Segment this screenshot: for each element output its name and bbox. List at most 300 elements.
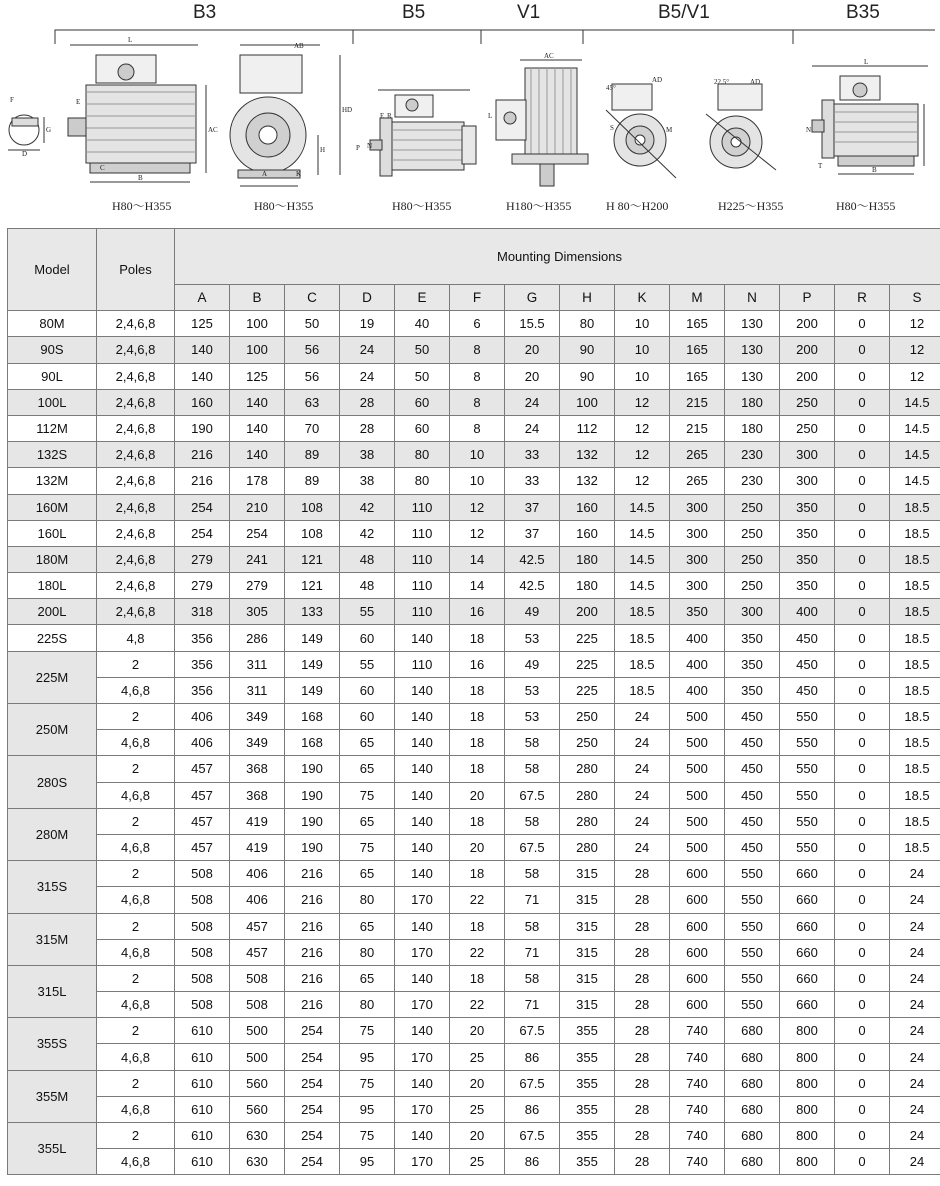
section-label-b35: B35 (846, 2, 880, 23)
dimension-cell-f: 10 (450, 442, 505, 468)
dimension-cell-k: 28 (615, 1044, 670, 1070)
dimension-cell-k: 14.5 (615, 573, 670, 599)
dimension-cell-a: 508 (175, 992, 230, 1018)
table-row (8, 704, 940, 730)
dimension-cell-e: 60 (395, 415, 450, 441)
dimension-cell-b: 349 (230, 704, 285, 730)
dimension-cell-k: 18.5 (615, 625, 670, 651)
dimension-cell-n: 450 (725, 834, 780, 860)
dimension-cell-h: 280 (560, 808, 615, 834)
table-row (8, 677, 940, 703)
dimension-cell-k: 18.5 (615, 599, 670, 625)
dimension-cell-h: 280 (560, 782, 615, 808)
dimension-cell-e: 50 (395, 337, 450, 363)
dimension-cell-c: 190 (285, 834, 340, 860)
dimension-cell-f: 25 (450, 1044, 505, 1070)
dimension-cell-f: 18 (450, 913, 505, 939)
frame-range-b35: H80～H355 (836, 199, 896, 213)
dimension-cell-e: 80 (395, 442, 450, 468)
poles-cell: 2 (97, 1070, 175, 1096)
drawing-canvas (0, 0, 940, 222)
dimension-cell-b: 368 (230, 756, 285, 782)
section-label-v1: V1 (517, 2, 541, 23)
table-row (8, 389, 940, 415)
dimension-cell-d: 28 (340, 415, 395, 441)
model-cell: 225S (8, 625, 97, 651)
dimension-cell-a: 508 (175, 965, 230, 991)
dimension-cell-k: 12 (615, 468, 670, 494)
dimension-cell-p: 200 (780, 363, 835, 389)
label-45-deg: 45° (606, 84, 616, 92)
poles-cell: 4,6,8 (97, 1149, 175, 1175)
dimension-cell-g: 58 (505, 756, 560, 782)
column-header-s: S (890, 285, 940, 311)
dimension-cell-h: 250 (560, 730, 615, 756)
dimension-cell-b: 210 (230, 494, 285, 520)
dimension-cell-d: 75 (340, 1018, 395, 1044)
dimension-cell-e: 140 (395, 1018, 450, 1044)
label-b-b35: B (872, 166, 877, 174)
column-header-n: N (725, 285, 780, 311)
dimension-cell-b: 406 (230, 887, 285, 913)
poles-cell: 2 (97, 704, 175, 730)
label-h: H (320, 146, 326, 154)
table-row (8, 625, 940, 651)
model-cell: 355S (8, 1018, 97, 1070)
dimension-cell-m: 400 (670, 625, 725, 651)
dimension-cell-m: 300 (670, 573, 725, 599)
dimension-cell-k: 12 (615, 415, 670, 441)
dimension-cell-h: 225 (560, 677, 615, 703)
poles-cell: 4,6,8 (97, 677, 175, 703)
dimension-cell-e: 170 (395, 1149, 450, 1175)
dimension-cell-s: 18.5 (890, 625, 940, 651)
table-row (8, 599, 940, 625)
dimension-cell-p: 660 (780, 992, 835, 1018)
model-cell: 315S (8, 861, 97, 913)
dimension-cell-a: 508 (175, 939, 230, 965)
dimension-cell-d: 60 (340, 704, 395, 730)
dimension-cell-c: 50 (285, 311, 340, 337)
b5-v1-flange-drawing-large (706, 84, 776, 170)
dimension-cell-c: 121 (285, 546, 340, 572)
poles-cell: 4,6,8 (97, 782, 175, 808)
table-row (8, 782, 940, 808)
dimension-cell-n: 130 (725, 311, 780, 337)
dimension-cell-m: 600 (670, 992, 725, 1018)
poles-cell: 2 (97, 861, 175, 887)
dimension-cell-h: 180 (560, 546, 615, 572)
table-row (8, 311, 940, 337)
dimension-cell-r: 0 (835, 311, 890, 337)
dimension-cell-d: 65 (340, 965, 395, 991)
dimension-cell-b: 419 (230, 834, 285, 860)
dimension-cell-a: 125 (175, 311, 230, 337)
dimension-cell-c: 70 (285, 415, 340, 441)
model-cell: 160M (8, 494, 97, 520)
dimension-cell-m: 400 (670, 651, 725, 677)
dimension-cell-m: 500 (670, 782, 725, 808)
poles-cell: 2,4,6,8 (97, 442, 175, 468)
model-cell: 225M (8, 651, 97, 703)
dimension-cell-h: 315 (560, 992, 615, 1018)
frame-range-v1: H180～H355 (506, 199, 572, 213)
poles-cell: 2,4,6,8 (97, 494, 175, 520)
dimension-cell-c: 89 (285, 442, 340, 468)
dimension-cell-d: 65 (340, 756, 395, 782)
dimension-cell-d: 55 (340, 599, 395, 625)
dimension-cell-h: 280 (560, 834, 615, 860)
dimension-cell-d: 80 (340, 887, 395, 913)
dimension-cell-k: 28 (615, 887, 670, 913)
dimension-cell-r: 0 (835, 625, 890, 651)
dimension-cell-b: 457 (230, 913, 285, 939)
column-header-p: P (780, 285, 835, 311)
dimension-cell-b: 406 (230, 861, 285, 887)
model-cell: 180L (8, 573, 97, 599)
dimension-cell-b: 508 (230, 965, 285, 991)
dimension-cell-g: 37 (505, 520, 560, 546)
dimension-cell-a: 406 (175, 730, 230, 756)
dimension-cell-c: 190 (285, 782, 340, 808)
dimension-cell-f: 18 (450, 677, 505, 703)
dimension-cell-c: 254 (285, 1096, 340, 1122)
dimension-cell-r: 0 (835, 730, 890, 756)
dimension-cell-s: 24 (890, 992, 940, 1018)
dimension-cell-e: 140 (395, 1070, 450, 1096)
dimension-cell-r: 0 (835, 546, 890, 572)
dimension-cell-e: 170 (395, 992, 450, 1018)
dimension-cell-d: 38 (340, 442, 395, 468)
label-g: G (46, 126, 52, 134)
dimension-cell-r: 0 (835, 939, 890, 965)
poles-cell: 2 (97, 1018, 175, 1044)
dimension-cell-b: 630 (230, 1123, 285, 1149)
dimension-cell-c: 108 (285, 494, 340, 520)
dimension-cell-g: 49 (505, 599, 560, 625)
column-header-g: G (505, 285, 560, 311)
dimension-cell-g: 67.5 (505, 782, 560, 808)
dimension-cell-n: 130 (725, 337, 780, 363)
dimension-cell-g: 33 (505, 468, 560, 494)
dimension-cell-m: 165 (670, 337, 725, 363)
dimension-cell-s: 14.5 (890, 415, 940, 441)
dimension-cell-p: 550 (780, 782, 835, 808)
dimension-cell-s: 12 (890, 337, 940, 363)
dimension-cell-m: 600 (670, 939, 725, 965)
dimension-cell-e: 140 (395, 965, 450, 991)
dimension-cell-f: 12 (450, 494, 505, 520)
dimension-cell-h: 355 (560, 1070, 615, 1096)
dimension-cell-m: 165 (670, 311, 725, 337)
dimension-cell-k: 24 (615, 756, 670, 782)
dimension-cell-f: 8 (450, 415, 505, 441)
dimension-cell-m: 740 (670, 1096, 725, 1122)
dimension-cell-f: 14 (450, 573, 505, 599)
dimension-cell-c: 149 (285, 625, 340, 651)
dimension-cell-e: 110 (395, 599, 450, 625)
dimension-cell-f: 20 (450, 834, 505, 860)
bracket-v1 (481, 30, 583, 44)
dimension-cell-p: 550 (780, 730, 835, 756)
dimension-cell-h: 315 (560, 913, 615, 939)
dimension-cell-b: 100 (230, 337, 285, 363)
dimension-cell-n: 300 (725, 599, 780, 625)
dimension-cell-n: 180 (725, 415, 780, 441)
label-l: L (128, 36, 133, 44)
dimension-cell-n: 350 (725, 625, 780, 651)
table-row (8, 468, 940, 494)
dimension-cell-g: 24 (505, 415, 560, 441)
poles-cell: 4,6,8 (97, 730, 175, 756)
table-row (8, 887, 940, 913)
poles-cell: 2 (97, 965, 175, 991)
dimension-cell-d: 38 (340, 468, 395, 494)
dimension-cell-d: 42 (340, 520, 395, 546)
dimension-cell-g: 58 (505, 913, 560, 939)
dimension-cell-s: 24 (890, 1123, 940, 1149)
model-cell: 200L (8, 599, 97, 625)
dimension-cell-k: 12 (615, 389, 670, 415)
dimension-cell-p: 350 (780, 520, 835, 546)
dimension-cell-b: 500 (230, 1018, 285, 1044)
dimension-cell-f: 18 (450, 730, 505, 756)
table-row (8, 1096, 940, 1122)
dimension-cell-f: 22 (450, 939, 505, 965)
label-ad: AD (652, 76, 663, 84)
label-n-b35: N (806, 126, 812, 134)
model-cell: 90S (8, 337, 97, 363)
dimension-cell-r: 0 (835, 913, 890, 939)
dimension-cell-r: 0 (835, 415, 890, 441)
dimension-cell-g: 15.5 (505, 311, 560, 337)
dimension-cell-b: 286 (230, 625, 285, 651)
dimension-cell-n: 250 (725, 520, 780, 546)
dimension-cell-h: 160 (560, 494, 615, 520)
dimension-cell-s: 18.5 (890, 834, 940, 860)
dimension-cell-h: 315 (560, 887, 615, 913)
dimension-cell-b: 419 (230, 808, 285, 834)
poles-cell: 2,4,6,8 (97, 599, 175, 625)
dimension-cell-d: 60 (340, 677, 395, 703)
dimension-cell-g: 67.5 (505, 1018, 560, 1044)
dimension-cell-n: 680 (725, 1018, 780, 1044)
dimension-cell-n: 450 (725, 808, 780, 834)
dimension-cell-c: 216 (285, 861, 340, 887)
poles-cell: 2,4,6,8 (97, 468, 175, 494)
dimension-cell-n: 550 (725, 939, 780, 965)
dimension-cell-s: 24 (890, 1044, 940, 1070)
dimension-cell-n: 550 (725, 965, 780, 991)
dimension-cell-s: 18.5 (890, 704, 940, 730)
dimension-cell-a: 318 (175, 599, 230, 625)
section-label-b5-v1: B5/V1 (658, 2, 710, 23)
dimension-cell-b: 311 (230, 651, 285, 677)
label-c: C (100, 164, 105, 172)
dimension-cell-r: 0 (835, 677, 890, 703)
table-row (8, 1018, 940, 1044)
label-22-5-deg: 22.5° (714, 78, 730, 86)
label-ac-v1: AC (544, 52, 554, 60)
dimension-cell-c: 216 (285, 965, 340, 991)
dimension-cell-n: 230 (725, 442, 780, 468)
dimension-cell-r: 0 (835, 861, 890, 887)
dimension-cell-f: 10 (450, 468, 505, 494)
dimension-cell-r: 0 (835, 1018, 890, 1044)
label-m: M (666, 126, 673, 134)
dimension-cell-r: 0 (835, 363, 890, 389)
dimension-cell-n: 450 (725, 782, 780, 808)
dimension-cell-s: 18.5 (890, 520, 940, 546)
dimension-cell-a: 610 (175, 1070, 230, 1096)
dimension-cell-c: 56 (285, 363, 340, 389)
dimension-cell-d: 24 (340, 363, 395, 389)
dimension-cell-h: 355 (560, 1096, 615, 1122)
dimension-cell-f: 8 (450, 337, 505, 363)
dimension-cell-k: 24 (615, 704, 670, 730)
poles-cell: 2,4,6,8 (97, 363, 175, 389)
dimension-cell-c: 63 (285, 389, 340, 415)
dimension-cell-a: 190 (175, 415, 230, 441)
dimension-cell-b: 500 (230, 1044, 285, 1070)
dimension-cell-r: 0 (835, 887, 890, 913)
dimension-cell-m: 500 (670, 808, 725, 834)
dimension-cell-b: 140 (230, 415, 285, 441)
dimension-cell-n: 550 (725, 913, 780, 939)
dimension-cell-m: 500 (670, 834, 725, 860)
dimension-cell-f: 14 (450, 546, 505, 572)
dimension-cell-p: 350 (780, 546, 835, 572)
dimension-cell-c: 254 (285, 1149, 340, 1175)
model-cell: 132M (8, 468, 97, 494)
dimension-cell-p: 450 (780, 677, 835, 703)
dimension-cell-f: 8 (450, 363, 505, 389)
dimension-cell-h: 315 (560, 861, 615, 887)
dimension-cell-n: 350 (725, 651, 780, 677)
dimension-cell-k: 28 (615, 939, 670, 965)
dimension-cell-a: 356 (175, 625, 230, 651)
shaft-end-drawing (8, 115, 44, 150)
dimension-cell-b: 630 (230, 1149, 285, 1175)
dimension-cell-s: 18.5 (890, 756, 940, 782)
dimension-cell-h: 160 (560, 520, 615, 546)
dimension-cell-a: 216 (175, 442, 230, 468)
dimension-cell-p: 800 (780, 1018, 835, 1044)
dimension-cell-c: 108 (285, 520, 340, 546)
dimension-cell-s: 14.5 (890, 442, 940, 468)
label-f: F (10, 96, 14, 104)
dimension-cell-e: 140 (395, 730, 450, 756)
b35-drawing (812, 66, 928, 174)
dimension-cell-a: 610 (175, 1018, 230, 1044)
dimension-cell-d: 75 (340, 782, 395, 808)
header-model: Model (8, 229, 97, 311)
dimension-cell-r: 0 (835, 389, 890, 415)
dimension-cell-f: 8 (450, 389, 505, 415)
dimension-cell-n: 550 (725, 861, 780, 887)
mounting-dimensions-table (7, 228, 940, 1175)
poles-cell: 2,4,6,8 (97, 389, 175, 415)
dimension-cell-p: 800 (780, 1070, 835, 1096)
section-label-b3: B3 (193, 2, 217, 23)
table-row (8, 965, 940, 991)
dimension-cell-k: 28 (615, 1149, 670, 1175)
dimension-cell-d: 75 (340, 1070, 395, 1096)
dimension-cell-s: 12 (890, 311, 940, 337)
dimension-cell-k: 24 (615, 730, 670, 756)
poles-cell: 4,6,8 (97, 939, 175, 965)
dimension-cell-c: 216 (285, 939, 340, 965)
model-cell: 100L (8, 389, 97, 415)
dimension-cell-k: 12 (615, 442, 670, 468)
model-cell: 355M (8, 1070, 97, 1122)
dimension-cell-c: 168 (285, 704, 340, 730)
dimension-cell-s: 18.5 (890, 573, 940, 599)
dimension-cell-a: 508 (175, 861, 230, 887)
dimension-cell-k: 28 (615, 861, 670, 887)
frame-range-b3-front: H80～H355 (254, 199, 314, 213)
b3-front-view-drawing (230, 45, 340, 186)
dimension-cell-c: 89 (285, 468, 340, 494)
dimension-cell-e: 140 (395, 625, 450, 651)
dimension-cell-f: 20 (450, 782, 505, 808)
column-header-a: A (175, 285, 230, 311)
column-header-b: B (230, 285, 285, 311)
dimension-cell-s: 18.5 (890, 546, 940, 572)
dimension-cell-d: 28 (340, 389, 395, 415)
dimension-cell-d: 42 (340, 494, 395, 520)
dimension-cell-b: 254 (230, 520, 285, 546)
dimension-cell-b: 100 (230, 311, 285, 337)
dimension-cell-a: 160 (175, 389, 230, 415)
dimension-cell-c: 149 (285, 651, 340, 677)
bracket-b5-v1 (583, 30, 793, 44)
dimension-cell-k: 28 (615, 913, 670, 939)
dimension-cell-r: 0 (835, 599, 890, 625)
dimension-cell-m: 600 (670, 965, 725, 991)
dimension-cell-g: 33 (505, 442, 560, 468)
dimension-cell-h: 315 (560, 965, 615, 991)
dimension-cell-b: 368 (230, 782, 285, 808)
label-k: K (296, 170, 302, 178)
label-ac: AC (208, 126, 218, 134)
dimension-cell-h: 200 (560, 599, 615, 625)
label-n: N (367, 142, 373, 150)
dimension-cell-s: 24 (890, 1018, 940, 1044)
dimension-cell-k: 28 (615, 965, 670, 991)
table-row (8, 442, 940, 468)
dimension-cell-b: 457 (230, 939, 285, 965)
model-cell: 315L (8, 965, 97, 1017)
dimension-cell-d: 95 (340, 1096, 395, 1122)
dimension-cell-b: 311 (230, 677, 285, 703)
dimension-cell-g: 42.5 (505, 573, 560, 599)
dimension-cell-n: 680 (725, 1070, 780, 1096)
dimension-cell-m: 165 (670, 363, 725, 389)
frame-range-b5-v1-large: H225～H355 (718, 199, 784, 213)
table-row (8, 1123, 940, 1149)
dimension-cell-m: 740 (670, 1018, 725, 1044)
dimension-cell-d: 65 (340, 808, 395, 834)
dimension-cell-p: 300 (780, 468, 835, 494)
dimension-cell-p: 660 (780, 939, 835, 965)
poles-cell: 2,4,6,8 (97, 311, 175, 337)
dimension-cell-d: 75 (340, 834, 395, 860)
table-row (8, 808, 940, 834)
dimension-cell-e: 110 (395, 546, 450, 572)
dimension-cell-e: 80 (395, 468, 450, 494)
label-p: P (356, 144, 360, 152)
